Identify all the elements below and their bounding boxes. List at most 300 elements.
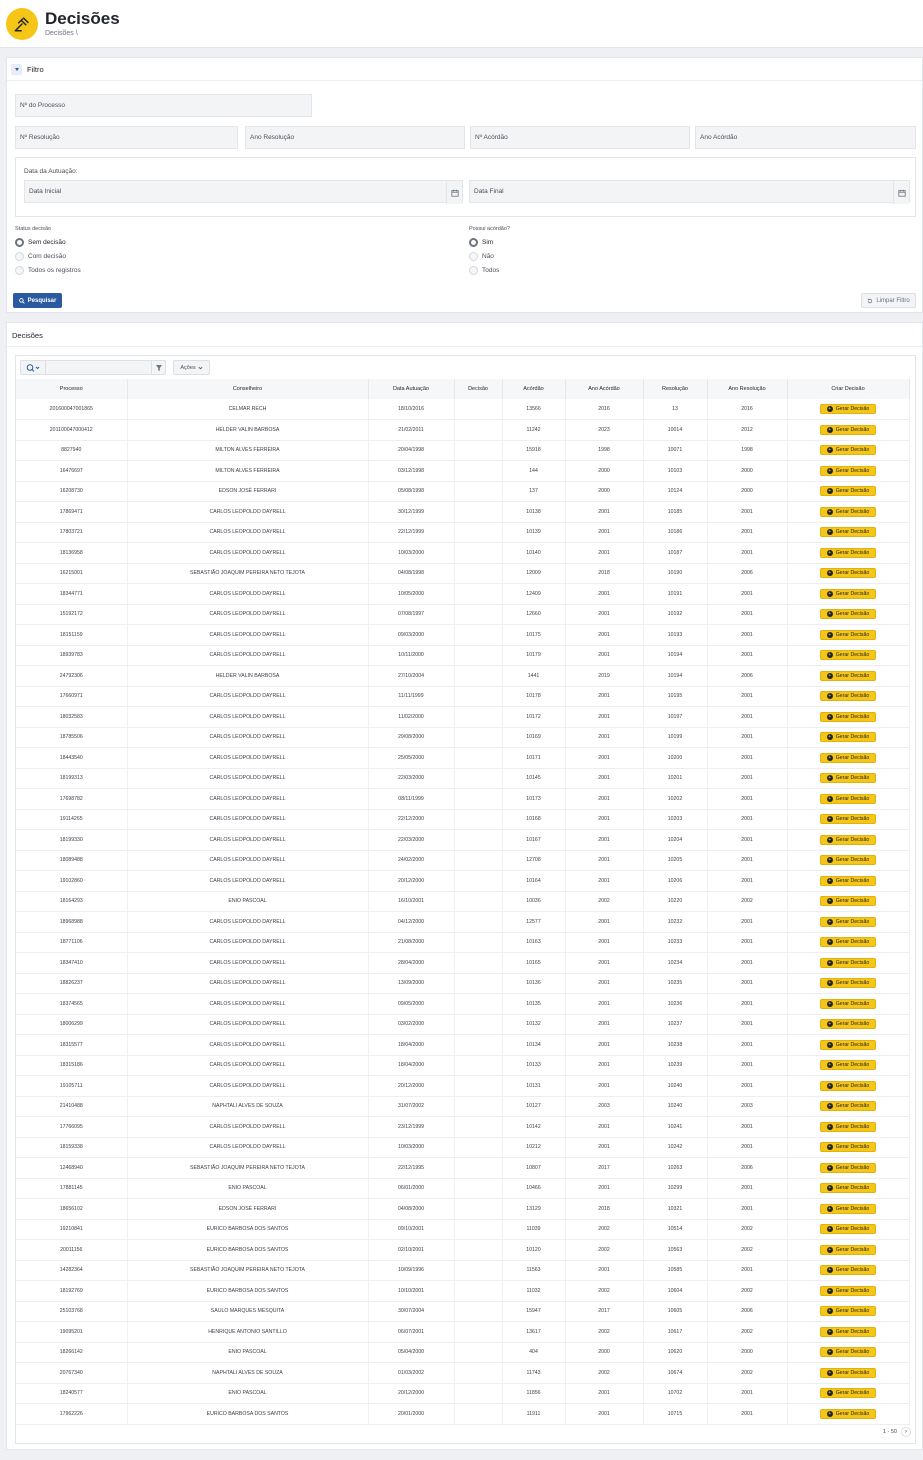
generate-decision-label: Gerar Decisão [835, 1123, 870, 1130]
generate-decision-button[interactable] [820, 753, 876, 763]
divider [7, 346, 922, 347]
table-cell: 10191 [643, 584, 707, 605]
table-cell: EURICO BARBOSA DOS SANTOS [127, 1404, 368, 1425]
table-row[interactable] [16, 850, 909, 871]
plus-circle-icon: + [828, 713, 832, 720]
date-end-input[interactable] [469, 180, 910, 203]
generate-decision-button[interactable] [820, 1204, 876, 1214]
generate-decision-button[interactable] [820, 671, 876, 681]
table-row[interactable] [16, 563, 909, 584]
table-cell: 2003 [707, 1096, 787, 1117]
table-row[interactable] [16, 768, 909, 789]
table-row[interactable] [16, 1096, 909, 1117]
possui-option-nao[interactable] [469, 249, 510, 263]
column-header[interactable]: Ano Resolução [707, 379, 787, 399]
table-cell: 18159338 [16, 1137, 127, 1158]
actions-dropdown-button[interactable] [173, 360, 210, 375]
possui-option-sim[interactable] [469, 235, 510, 249]
generate-decision-button[interactable] [820, 1101, 876, 1111]
table-cell: 18374565 [16, 994, 127, 1015]
generate-decision-button[interactable] [820, 691, 876, 701]
table-cell: 2001 [707, 1404, 787, 1425]
generate-decision-button[interactable] [820, 548, 876, 558]
table-cell [454, 1014, 502, 1035]
radio-dot [15, 252, 24, 261]
table-cell: 10202 [643, 789, 707, 810]
column-header[interactable]: Criar Decisão [787, 379, 909, 399]
table-row[interactable] [16, 666, 909, 687]
table-row[interactable] [16, 1240, 909, 1261]
table-cell: 10234 [643, 953, 707, 974]
table-cell: 13129 [502, 1199, 565, 1220]
table-cell: 18032583 [16, 707, 127, 728]
plus-circle-icon: + [828, 488, 832, 495]
search-options-button[interactable] [21, 361, 46, 374]
table-cell: 2001 [707, 768, 787, 789]
table-row[interactable] [16, 1117, 909, 1138]
generate-decision-button[interactable] [820, 732, 876, 742]
table-cell: 2001 [565, 1055, 643, 1076]
table-row[interactable] [16, 1322, 909, 1343]
plus-circle-icon: + [828, 1123, 832, 1130]
status-option-com-decisao[interactable] [15, 249, 81, 263]
table-cell: 10203 [643, 809, 707, 830]
table-row[interactable] [16, 1076, 909, 1097]
table-cell: 2001 [707, 789, 787, 810]
generate-decision-label: Gerar Decisão [835, 611, 870, 618]
generate-decision-button[interactable] [820, 835, 876, 845]
table-cell-action [787, 584, 909, 605]
table-cell: NAPHTALI ALVES DE SOUZA [127, 1096, 368, 1117]
clear-filter-button[interactable] [861, 293, 916, 308]
table-cell: CARLOS LEOPOLDO DAYRELL [127, 871, 368, 892]
table-cell: 23/12/1999 [368, 1117, 454, 1138]
table-cell-action [787, 666, 909, 687]
plus-circle-icon: + [828, 447, 832, 454]
table-row[interactable] [16, 584, 909, 605]
ano-acordao-input[interactable]: Ano Acórdão [695, 126, 916, 149]
table-cell: CARLOS LEOPOLDO DAYRELL [127, 994, 368, 1015]
generate-decision-button[interactable] [820, 486, 876, 496]
generate-decision-button[interactable] [820, 1040, 876, 1050]
table-cell [454, 1076, 502, 1097]
table-row[interactable] [16, 543, 909, 564]
table-cell: 20/12/2000 [368, 1383, 454, 1404]
table-cell: 10/11/2000 [368, 645, 454, 666]
table-row[interactable] [16, 932, 909, 953]
decisions-title: Decisões [12, 331, 43, 340]
table-cell: 1998 [707, 440, 787, 461]
table-cell: 10168 [502, 809, 565, 830]
column-header[interactable]: Resolução [643, 379, 707, 399]
table-cell: 2000 [565, 481, 643, 502]
table-cell: 2002 [707, 891, 787, 912]
table-cell: HELDER VALIN BARBOSA [127, 420, 368, 441]
generate-decision-label: Gerar Decisão [835, 652, 870, 659]
generate-decision-button[interactable] [820, 1306, 876, 1316]
table-cell: 19105711 [16, 1076, 127, 1097]
table-cell: 10220 [643, 891, 707, 912]
generate-decision-button[interactable] [820, 1245, 876, 1255]
table-cell: 2016 [565, 399, 643, 420]
table-row[interactable] [16, 399, 909, 420]
table-cell: 10127 [502, 1096, 565, 1117]
status-option-sem-decisao[interactable] [15, 235, 81, 249]
table-cell: ENIO PASCOAL [127, 891, 368, 912]
table-row[interactable] [16, 686, 909, 707]
table-cell: 21410488 [16, 1096, 127, 1117]
table-cell [454, 932, 502, 953]
generate-decision-button[interactable] [820, 1019, 876, 1029]
table-cell: 18656102 [16, 1199, 127, 1220]
table-cell: 2001 [707, 604, 787, 625]
generate-decision-button[interactable] [820, 712, 876, 722]
table-row[interactable] [16, 625, 909, 646]
table-cell: 2002 [707, 1281, 787, 1302]
table-row[interactable] [16, 420, 909, 441]
table-cell: 15947 [502, 1301, 565, 1322]
table-row[interactable] [16, 481, 909, 502]
generate-decision-button[interactable] [820, 896, 876, 906]
search-icon [19, 298, 25, 304]
generate-decision-label: Gerar Decisão [835, 631, 870, 638]
table-cell-action [787, 1240, 909, 1261]
generate-decision-label: Gerar Decisão [835, 1205, 870, 1212]
plus-circle-icon: + [828, 1164, 832, 1171]
table-cell: 2001 [707, 707, 787, 728]
table-cell: 2006 [707, 1301, 787, 1322]
table-row[interactable] [16, 871, 909, 892]
table-cell: 2002 [707, 1322, 787, 1343]
table-cell: 19095201 [16, 1322, 127, 1343]
table-row[interactable] [16, 1178, 909, 1199]
search-icon [26, 364, 40, 372]
table-row[interactable] [16, 1137, 909, 1158]
table-row[interactable] [16, 748, 909, 769]
table-cell: 10321 [643, 1199, 707, 1220]
generate-decision-button[interactable] [820, 876, 876, 886]
table-row[interactable] [16, 1199, 909, 1220]
table-cell: 04/08/1998 [368, 563, 454, 584]
chevron-down-icon [198, 366, 203, 370]
table-row[interactable] [16, 1404, 909, 1425]
table-cell: 10071 [643, 440, 707, 461]
table-row[interactable] [16, 1281, 909, 1302]
table-cell-action [787, 1363, 909, 1384]
table-cell [454, 440, 502, 461]
table-cell: 2002 [565, 1281, 643, 1302]
generate-decision-button[interactable] [820, 855, 876, 865]
table-row[interactable] [16, 1055, 909, 1076]
plus-circle-icon: + [828, 836, 832, 843]
table-cell [454, 1055, 502, 1076]
generate-decision-label: Gerar Decisão [835, 1082, 870, 1089]
generate-decision-label: Gerar Decisão [835, 1308, 870, 1315]
breadcrumb[interactable]: Decisões \ [45, 30, 78, 37]
table-row[interactable] [16, 973, 909, 994]
generate-decision-button[interactable] [820, 589, 876, 599]
plus-circle-icon: + [828, 959, 832, 966]
plus-circle-icon: + [828, 1267, 832, 1274]
table-row[interactable] [16, 707, 909, 728]
generate-decision-label: Gerar Decisão [835, 734, 870, 741]
table-cell: 10171 [502, 748, 565, 769]
generate-decision-button[interactable] [820, 1388, 876, 1398]
table-cell: 2001 [707, 727, 787, 748]
table-cell: 404 [502, 1342, 565, 1363]
table-cell: 10132 [502, 1014, 565, 1035]
table-cell: 2017 [565, 1158, 643, 1179]
table-row[interactable] [16, 604, 909, 625]
generate-decision-button[interactable] [820, 630, 876, 640]
next-page-button[interactable]: › [901, 1427, 911, 1437]
table-cell-action [787, 1301, 909, 1322]
plus-circle-icon: + [828, 467, 832, 474]
table-cell: 2001 [565, 830, 643, 851]
generate-decision-button[interactable] [820, 445, 876, 455]
plus-circle-icon: + [828, 1000, 832, 1007]
column-header[interactable]: Acórdão [502, 379, 565, 399]
generate-decision-button[interactable] [820, 609, 876, 619]
table-row[interactable] [16, 522, 909, 543]
table-cell [454, 1158, 502, 1179]
table-cell: 10014 [643, 420, 707, 441]
table-cell: 20011156 [16, 1240, 127, 1261]
table-cell: 29/08/2000 [368, 727, 454, 748]
table-cell: 08/11/1999 [368, 789, 454, 810]
table-cell: 2001 [707, 850, 787, 871]
table-row[interactable] [16, 1383, 909, 1404]
table-cell: 2002 [565, 1219, 643, 1240]
table-row[interactable] [16, 830, 909, 851]
table-cell: 10232 [643, 912, 707, 933]
generate-decision-label: Gerar Decisão [835, 1369, 870, 1376]
table-cell: 10204 [643, 830, 707, 851]
column-header[interactable]: Decisão [454, 379, 502, 399]
table-row[interactable] [16, 1035, 909, 1056]
table-cell: 18771106 [16, 932, 127, 953]
table-cell: 10238 [643, 1035, 707, 1056]
table-cell: 2001 [565, 502, 643, 523]
generate-decision-button[interactable] [820, 1163, 876, 1173]
table-row[interactable] [16, 1014, 909, 1035]
generate-decision-button[interactable] [820, 1060, 876, 1070]
table-cell-action [787, 830, 909, 851]
table-cell: 16/10/2001 [368, 891, 454, 912]
table-cell: 2001 [565, 1035, 643, 1056]
table-cell-action [787, 604, 909, 625]
table-cell: 10167 [502, 830, 565, 851]
status-option-todos[interactable] [15, 263, 81, 277]
generate-decision-label: Gerar Decisão [835, 1410, 870, 1417]
table-cell: 19114265 [16, 809, 127, 830]
table-cell [454, 912, 502, 933]
pagination [883, 1427, 911, 1437]
generate-decision-button[interactable] [820, 999, 876, 1009]
table-cell [454, 768, 502, 789]
table-row[interactable] [16, 727, 909, 748]
table-cell: 10186 [643, 522, 707, 543]
generate-decision-button[interactable] [820, 1183, 876, 1193]
generate-decision-button[interactable] [820, 958, 876, 968]
table-row[interactable] [16, 645, 909, 666]
plus-circle-icon: + [828, 898, 832, 905]
table-row[interactable] [16, 789, 909, 810]
generate-decision-button[interactable] [820, 917, 876, 927]
table-cell: 2001 [707, 830, 787, 851]
table-row[interactable] [16, 461, 909, 482]
table-cell-action [787, 1158, 909, 1179]
generate-decision-label: Gerar Decisão [835, 918, 870, 925]
column-header[interactable]: Data Autuação [368, 379, 454, 399]
column-header[interactable]: Processo [16, 379, 127, 399]
filter-funnel-icon[interactable] [151, 361, 165, 374]
plus-circle-icon: + [828, 549, 832, 556]
generate-decision-button[interactable] [820, 1286, 876, 1296]
plus-circle-icon: + [828, 1062, 832, 1069]
date-start-input[interactable] [24, 180, 463, 203]
table-row[interactable] [16, 502, 909, 523]
table-cell: 17962226 [16, 1404, 127, 1425]
table-cell-action [787, 522, 909, 543]
table-cell-action [787, 809, 909, 830]
generate-decision-label: Gerar Decisão [835, 713, 870, 720]
table-row[interactable] [16, 1301, 909, 1322]
generate-decision-button[interactable] [820, 1368, 876, 1378]
table-cell [454, 1383, 502, 1404]
generate-decision-button[interactable] [820, 794, 876, 804]
table-cell: 2001 [565, 973, 643, 994]
table-cell: CARLOS LEOPOLDO DAYRELL [127, 502, 368, 523]
calendar-icon[interactable] [446, 181, 462, 204]
generate-decision-button[interactable] [820, 1265, 876, 1275]
generate-decision-label: Gerar Decisão [835, 1164, 870, 1171]
table-row[interactable] [16, 1260, 909, 1281]
table-cell: 18240577 [16, 1383, 127, 1404]
table-cell: 10585 [643, 1260, 707, 1281]
generate-decision-button[interactable] [820, 1347, 876, 1357]
table-row[interactable] [16, 912, 909, 933]
table-cell: 10036 [502, 891, 565, 912]
table-cell: 2001 [565, 871, 643, 892]
column-header[interactable]: Ano Acórdão [565, 379, 643, 399]
table-cell: 2001 [707, 645, 787, 666]
table-cell: 09/05/2000 [368, 994, 454, 1015]
table-cell: 18199330 [16, 830, 127, 851]
table-cell: 1998 [565, 440, 643, 461]
table-row[interactable] [16, 809, 909, 830]
table-cell: 2001 [565, 1137, 643, 1158]
generate-decision-button[interactable] [820, 773, 876, 783]
acordao-input[interactable]: Nº Acórdão [470, 126, 690, 149]
generate-decision-button[interactable] [820, 1142, 876, 1152]
table-cell [454, 1199, 502, 1220]
table-cell: 10197 [643, 707, 707, 728]
generate-decision-button[interactable] [820, 568, 876, 578]
plus-circle-icon: + [828, 631, 832, 638]
generate-decision-label: Gerar Decisão [835, 939, 870, 946]
table-cell-action [787, 891, 909, 912]
generate-decision-button[interactable] [820, 978, 876, 988]
generate-decision-label: Gerar Decisão [835, 898, 870, 905]
table-cell: 2001 [565, 850, 643, 871]
collapse-toggle-button[interactable] [11, 64, 22, 75]
table-cell: 2001 [707, 543, 787, 564]
resolucao-input[interactable]: Nº Resolução [15, 126, 238, 149]
table-row[interactable] [16, 1219, 909, 1240]
table-cell: 10173 [502, 789, 565, 810]
generate-decision-label: Gerar Decisão [835, 549, 870, 556]
table-cell: 17766095 [16, 1117, 127, 1138]
table-cell: 10240 [643, 1096, 707, 1117]
generate-decision-button[interactable] [820, 1224, 876, 1234]
processo-input[interactable]: Nº do Processo [15, 94, 312, 117]
generate-decision-button[interactable] [820, 1409, 876, 1419]
table-cell: 10604 [643, 1281, 707, 1302]
generate-decision-button[interactable] [820, 937, 876, 947]
table-cell: SEBASTIÃO JOAQUIM PEREIRA NETO TEJOTA [127, 1260, 368, 1281]
search-button[interactable] [13, 293, 62, 308]
generate-decision-button[interactable] [820, 527, 876, 537]
generate-decision-label: Gerar Decisão [835, 816, 870, 823]
table-row[interactable] [16, 1158, 909, 1179]
table-cell: 2001 [707, 625, 787, 646]
table-cell-action [787, 1383, 909, 1404]
table-cell: 20/12/2000 [368, 1076, 454, 1097]
table-cell [454, 625, 502, 646]
generate-decision-button[interactable] [820, 1122, 876, 1132]
table-cell: CARLOS LEOPOLDO DAYRELL [127, 1014, 368, 1035]
generate-decision-button[interactable] [820, 650, 876, 660]
table-row[interactable] [16, 1363, 909, 1384]
table-cell: 16476697 [16, 461, 127, 482]
ano-resolucao-input[interactable]: Ano Resolução [245, 126, 465, 149]
table-cell: 06/07/2001 [368, 1322, 454, 1343]
generate-decision-button[interactable] [820, 466, 876, 476]
table-cell: EDSON JOSÉ FERRARI [127, 481, 368, 502]
table-row[interactable] [16, 1342, 909, 1363]
generate-decision-label: Gerar Decisão [835, 447, 870, 454]
column-header[interactable]: Conselheiro [127, 379, 368, 399]
table-cell: 2001 [565, 953, 643, 974]
table-cell: CARLOS LEOPOLDO DAYRELL [127, 686, 368, 707]
generate-decision-button[interactable] [820, 404, 876, 414]
generate-decision-button[interactable] [820, 425, 876, 435]
table-cell: SEBASTIÃO JOAQUIM PEREIRA NETO TEJOTA [127, 1158, 368, 1179]
generate-decision-label: Gerar Decisão [835, 1349, 870, 1356]
table-cell [454, 1281, 502, 1302]
table-cell [454, 1363, 502, 1384]
table-cell: 2001 [707, 584, 787, 605]
possui-option-todos[interactable] [469, 263, 510, 277]
generate-decision-button[interactable] [820, 1327, 876, 1337]
table-cell: 30/12/1999 [368, 502, 454, 523]
table-row[interactable] [16, 891, 909, 912]
table-row[interactable] [16, 440, 909, 461]
table-cell: 2001 [565, 1014, 643, 1035]
calendar-icon[interactable] [893, 181, 909, 204]
table-cell: 12660 [502, 604, 565, 625]
table-cell: 2002 [565, 1363, 643, 1384]
generate-decision-button[interactable] [820, 814, 876, 824]
table-cell: 2003 [565, 1096, 643, 1117]
table-cell: 17881145 [16, 1178, 127, 1199]
table-row[interactable] [16, 994, 909, 1015]
table-search-input[interactable] [20, 360, 166, 375]
generate-decision-button[interactable] [820, 507, 876, 517]
generate-decision-button[interactable] [820, 1081, 876, 1091]
table-row[interactable] [16, 953, 909, 974]
